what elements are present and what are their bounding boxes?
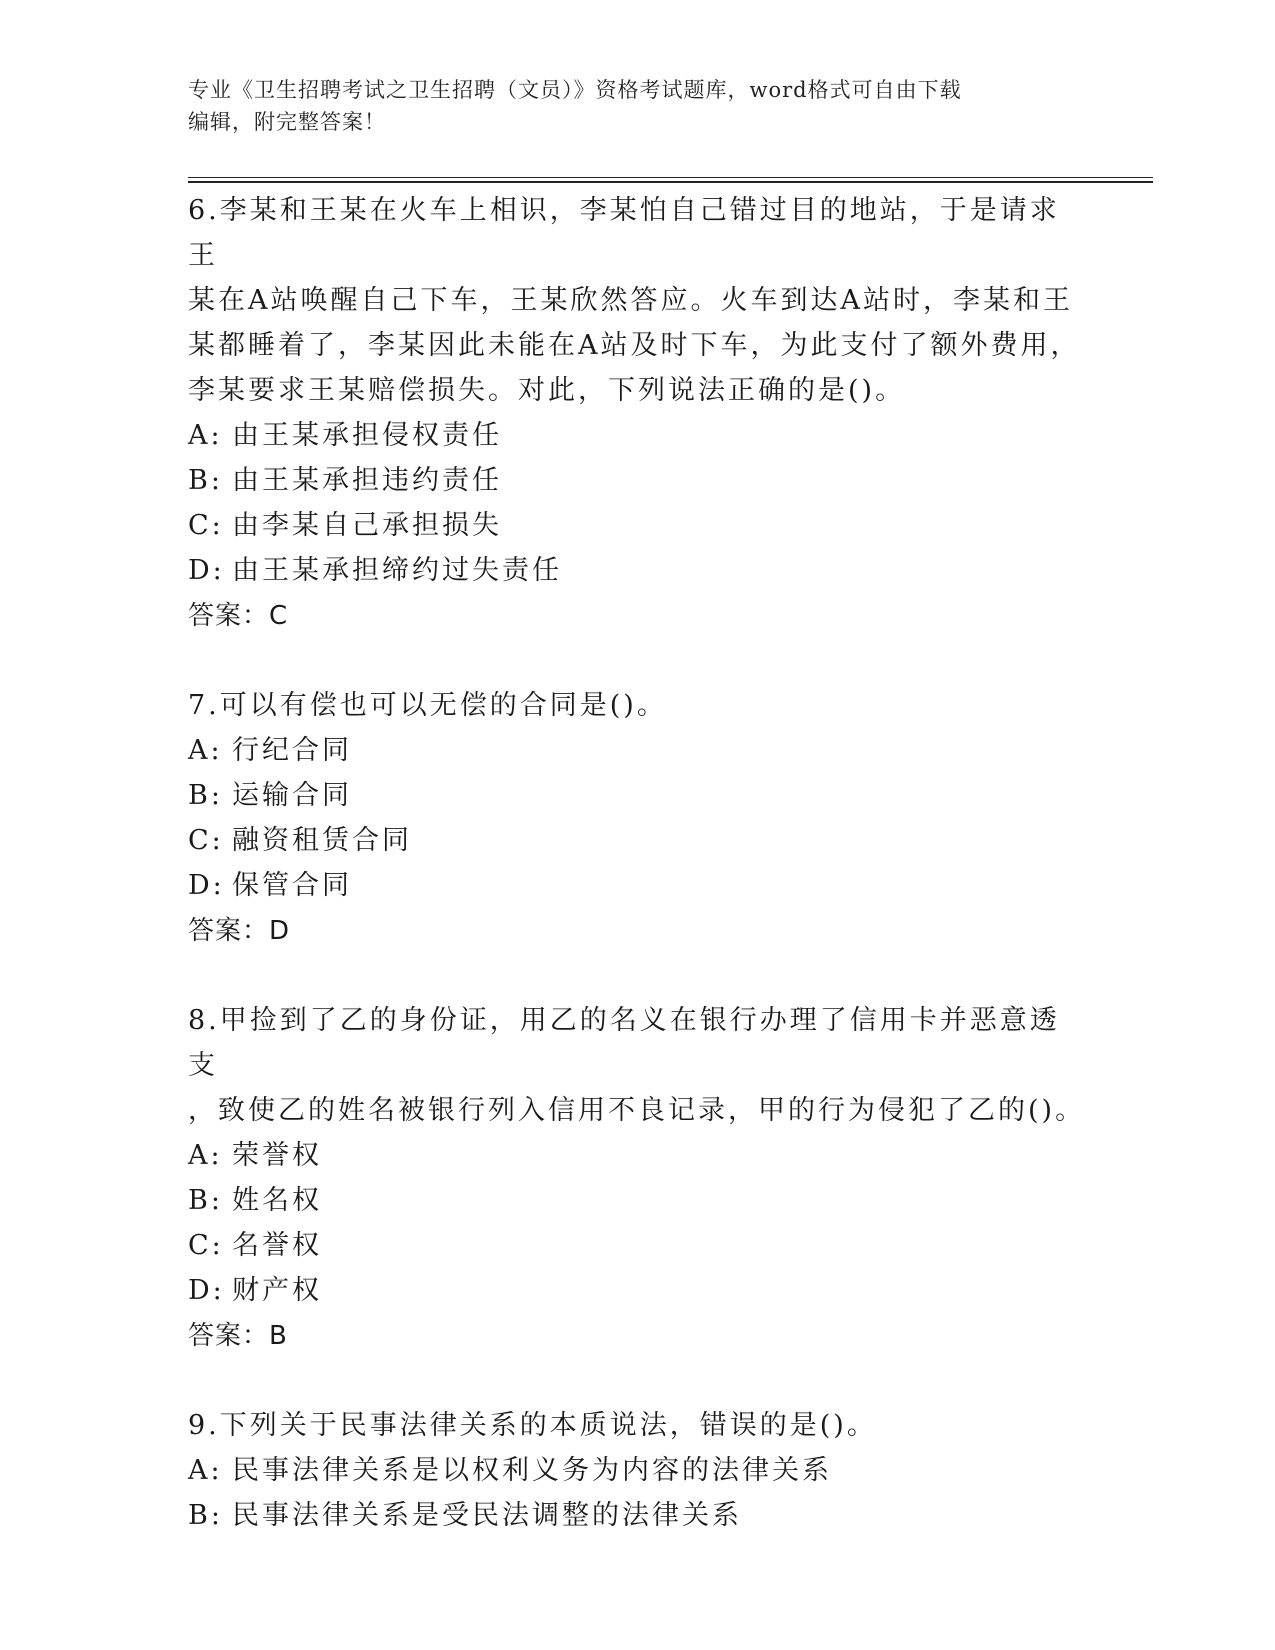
option-key: C:: [188, 1230, 224, 1261]
option-text: 名誉权: [232, 1230, 322, 1261]
option-key: A:: [188, 1140, 223, 1171]
question-stem-line: 7.可以有偿也可以无偿的合同是()。: [188, 690, 667, 721]
option-text: 民事法律关系是以权利义务为内容的法律关系: [232, 1455, 832, 1486]
option-key: A:: [188, 420, 223, 451]
option-a: [188, 1448, 1088, 1493]
option-d: [188, 548, 1088, 593]
option-key: B:: [188, 1500, 223, 1531]
question-9: [188, 1403, 1088, 1538]
option-a: [188, 728, 1088, 773]
option-text: 运输合同: [232, 780, 352, 811]
question-6: [188, 188, 1088, 639]
option-d: [188, 863, 1088, 908]
answer-line: 答案：C: [188, 601, 289, 631]
question-stem-line: 9.下列关于民事法律关系的本质说法，错误的是()。: [188, 1410, 877, 1441]
option-key: A:: [188, 735, 223, 766]
question-8: [188, 998, 1088, 1359]
option-b: [188, 458, 1088, 503]
option-key: B:: [188, 780, 223, 811]
question-stem-line: 8.甲捡到了乙的身份证，用乙的名义在银行办理了信用卡并恶意透支: [188, 1005, 1060, 1081]
spacer: [188, 1359, 1088, 1403]
option-d: [188, 1268, 1088, 1313]
option-key: D:: [188, 1275, 225, 1306]
header-line-2: 编辑，附完整答案！: [188, 110, 386, 134]
option-text: 保管合同: [232, 870, 352, 901]
option-b: [188, 1493, 1088, 1538]
option-c: [188, 818, 1088, 863]
question-stem-line: ，致使乙的姓名被银行列入信用不良记录，甲的行为侵犯了乙的()。: [188, 1095, 1086, 1126]
spacer: [188, 639, 1088, 683]
question-7: [188, 683, 1088, 954]
option-c: [188, 1223, 1088, 1268]
option-text: 行纪合同: [232, 735, 352, 766]
document-header: [188, 74, 1088, 138]
option-key: B:: [188, 465, 223, 496]
question-stem-line: 某在A站唤醒自己下车，王某欣然答应。火车到达A站时，李某和王: [188, 285, 1073, 316]
question-stem-line: 6.李某和王某在火车上相识，李某怕自己错过目的地站，于是请求王: [188, 195, 1060, 271]
option-key: A:: [188, 1455, 223, 1486]
option-text: 姓名权: [232, 1185, 322, 1216]
option-text: 由李某自己承担损失: [232, 510, 502, 541]
option-key: C:: [188, 510, 224, 541]
option-text: 由王某承担缔约过失责任: [232, 555, 562, 586]
question-stem-line: 李某要求王某赔偿损失。对此，下列说法正确的是()。: [188, 375, 906, 406]
question-stem-line: 某都睡着了，李某因此未能在A站及时下车，为此支付了额外费用，: [188, 330, 1081, 361]
spacer: [188, 954, 1088, 998]
option-text: 由王某承担侵权责任: [232, 420, 502, 451]
option-key: D:: [188, 870, 225, 901]
answer-line: 答案：D: [188, 916, 291, 946]
option-key: D:: [188, 555, 225, 586]
option-text: 民事法律关系是受民法调整的法律关系: [232, 1500, 742, 1531]
option-b: [188, 773, 1088, 818]
option-text: 荣誉权: [232, 1140, 322, 1171]
header-line-1: 专业《卫生招聘考试之卫生招聘（文员）》资格考试题库，word格式可自由下载: [188, 78, 962, 102]
header-divider-thick: [188, 181, 1153, 183]
option-b: [188, 1178, 1088, 1223]
option-text: 财产权: [232, 1275, 322, 1306]
option-a: [188, 1133, 1088, 1178]
header-divider-thin: [188, 177, 1153, 178]
option-text: 由王某承担违约责任: [232, 465, 502, 496]
option-a: [188, 413, 1088, 458]
option-c: [188, 503, 1088, 548]
option-key: B:: [188, 1185, 223, 1216]
question-list: [188, 188, 1088, 1538]
option-text: 融资租赁合同: [232, 825, 412, 856]
option-key: C:: [188, 825, 224, 856]
answer-line: 答案：B: [188, 1321, 288, 1351]
